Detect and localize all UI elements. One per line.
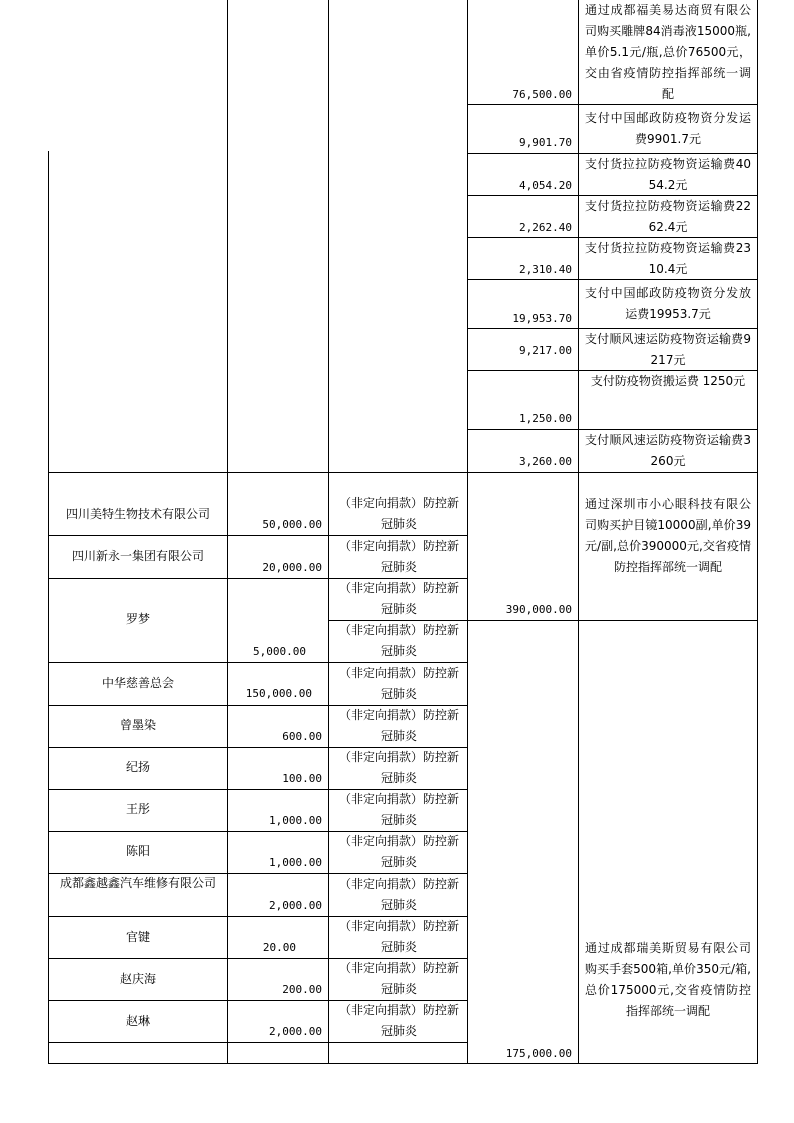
- expense-amount: 4,054.20: [519, 179, 572, 192]
- donation-amount: 50,000.00: [262, 518, 322, 531]
- donation-purpose: （非定向捐款）防控新冠肺炎: [339, 750, 460, 785]
- expense-amount: 390,000.00: [505, 603, 572, 616]
- donation-amount: 20,000.00: [262, 561, 322, 574]
- donor-name: 四川新永一集团有限公司: [71, 549, 204, 563]
- donation-amount: 5,000.00: [253, 645, 306, 658]
- donor-name: 四川美特生物技术有限公司: [65, 507, 210, 521]
- expense-amount: 3,260.00: [519, 455, 572, 468]
- expense-description: 支付中国邮政防疫物资分发运费9901.7元: [585, 111, 751, 146]
- donor-name: 罗梦: [125, 612, 150, 626]
- expense-description: 支付顺风速运防疫物资运输费9217元: [585, 332, 751, 367]
- donation-amount: 200.00: [282, 983, 322, 996]
- donation-purpose: （非定向捐款）防控新冠肺炎: [339, 708, 460, 743]
- expense-description: 支付货拉拉防疫物资运输费4054.2元: [585, 157, 751, 192]
- donation-amount: 100.00: [282, 772, 322, 785]
- donation-purpose: （非定向捐款）防控新冠肺炎: [339, 539, 460, 574]
- donor-name: 中华慈善总会: [101, 676, 174, 690]
- donor-name: 赵庆海: [119, 972, 156, 986]
- expense-amount: 76,500.00: [512, 88, 572, 101]
- donation-purpose: （非定向捐款）防控新冠肺炎: [339, 1003, 460, 1038]
- expense-description: 支付货拉拉防疫物资运输费2310.4元: [585, 241, 751, 276]
- donor-name: 陈阳: [125, 844, 150, 858]
- donation-purpose: （非定向捐款）防控新冠肺炎: [339, 834, 460, 869]
- expense-description: 支付防疫物资搬运费 1250元: [590, 374, 746, 388]
- donor-name: 成都鑫越鑫汽车维修有限公司: [59, 876, 216, 890]
- donation-amount: 1,000.00: [269, 856, 322, 869]
- expense-amount: 19,953.70: [512, 312, 572, 325]
- expense-description: 支付顺风速运防疫物资运输费3260元: [585, 433, 751, 468]
- expense-description: 支付货拉拉防疫物资运输费2262.4元: [585, 199, 751, 234]
- donation-purpose: （非定向捐款）防控新冠肺炎: [339, 877, 460, 912]
- donation-amount: 2,000.00: [269, 899, 322, 912]
- expense-amount: 2,262.40: [519, 221, 572, 234]
- expense-amount: 175,000.00: [505, 1047, 572, 1060]
- donation-amount: 600.00: [282, 730, 322, 743]
- donation-amount: 20.00: [262, 941, 296, 954]
- expense-description: 支付中国邮政防疫物资分发放运费19953.7元: [585, 286, 751, 321]
- donation-purpose: （非定向捐款）防控新冠肺炎: [339, 961, 460, 996]
- donor-name: 赵琳: [125, 1014, 150, 1028]
- donor-name: 曾墨染: [119, 718, 156, 732]
- expense-description: 通过成都福美易达商贸有限公司购买雕牌84消毒液15000瓶,单价5.1元/瓶,总价76500元，交由省疫情防控指挥部统一调配: [585, 3, 751, 101]
- donation-purpose: （非定向捐款）防控新冠肺炎: [339, 623, 460, 658]
- donation-amount: 1,000.00: [269, 814, 322, 827]
- donation-amount: 150,000.00: [245, 687, 312, 700]
- donation-purpose: （非定向捐款）防控新冠肺炎: [339, 919, 460, 954]
- donor-name: 王彤: [125, 802, 150, 816]
- donation-purpose: （非定向捐款）防控新冠肺炎: [339, 581, 460, 616]
- expense-amount: 9,901.70: [519, 136, 572, 149]
- donation-purpose: （非定向捐款）防控新冠肺炎: [339, 792, 460, 827]
- donation-purpose: （非定向捐款）防控新冠肺炎: [339, 666, 460, 701]
- donor-name: 纪扬: [125, 760, 150, 774]
- expense-amount: 9,217.00: [519, 344, 572, 357]
- expense-description: 通过成都瑞美斯贸易有限公司购买手套500箱,单价350元/箱,总价175000元,交省疫情防控指挥部统一调配: [585, 941, 751, 1018]
- expense-amount: 2,310.40: [519, 263, 572, 276]
- donation-amount: 2,000.00: [269, 1025, 322, 1038]
- expense-amount: 1,250.00: [519, 412, 572, 425]
- donation-purpose: （非定向捐款）防控新冠肺炎: [339, 496, 460, 531]
- donor-name: 官键: [125, 930, 150, 944]
- expense-description: 通过深圳市小心眼科技有限公司购买护目镜10000副,单价39元/副,总价390000元,交省疫情防控指挥部统一调配: [585, 497, 751, 574]
